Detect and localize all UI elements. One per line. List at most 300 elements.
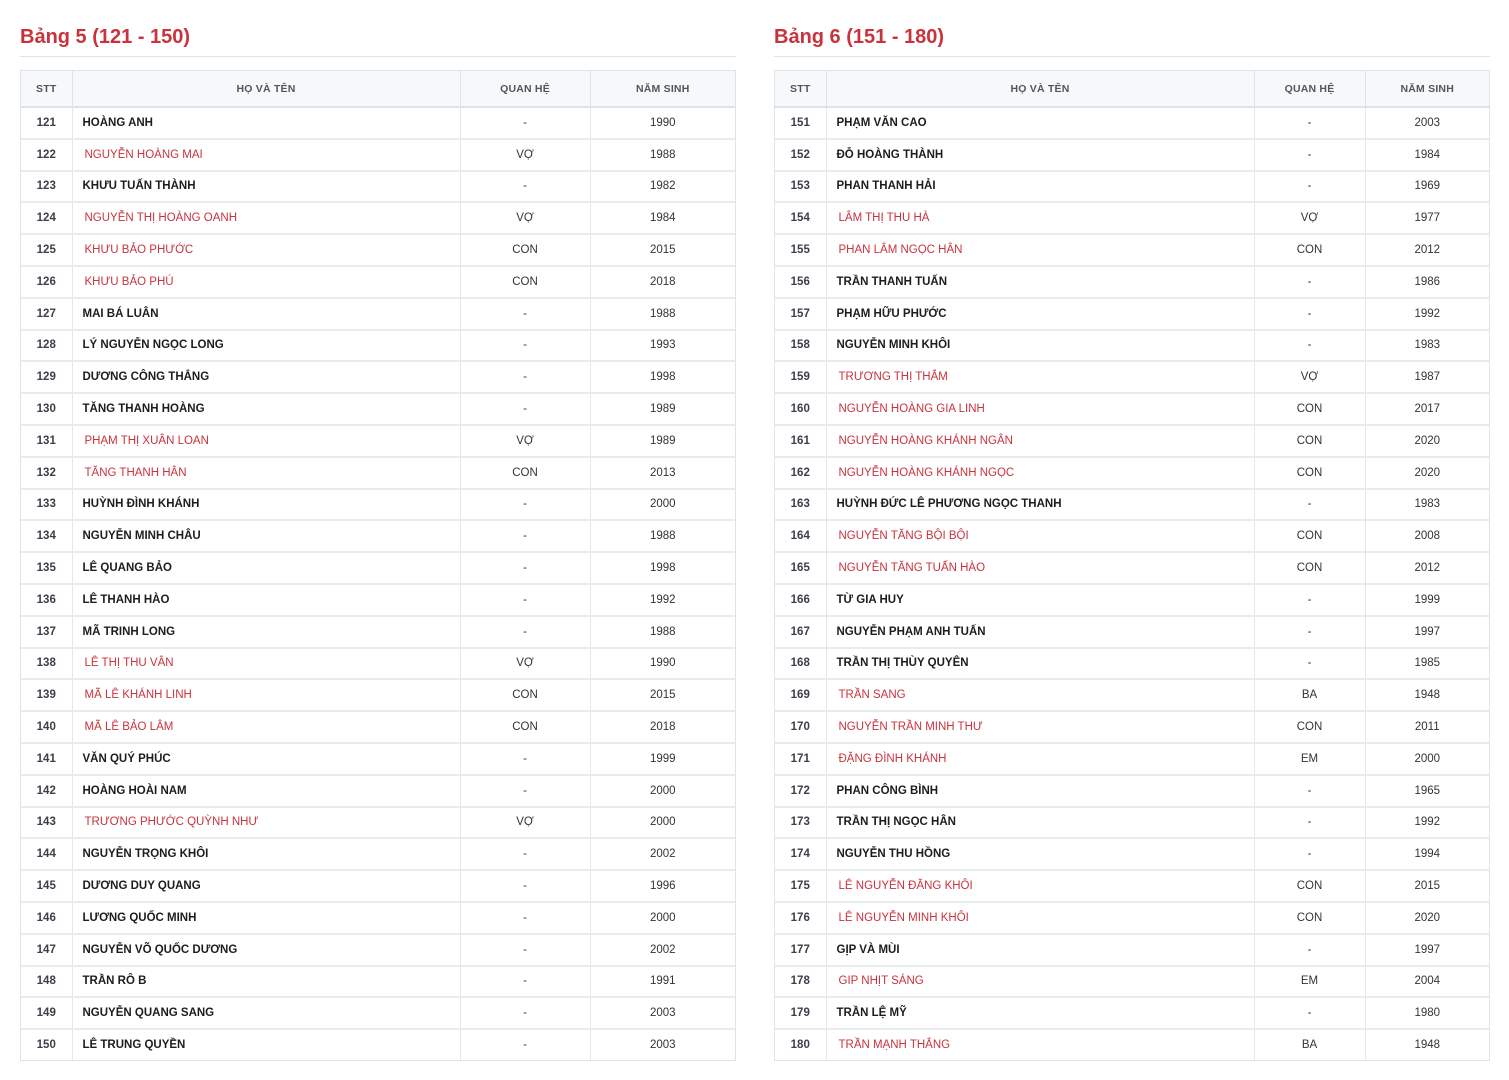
cell-stt: 153 bbox=[775, 171, 826, 203]
cell-relation: - bbox=[460, 361, 590, 393]
cell-name: TRẦN THỊ THÙY QUYÊN bbox=[826, 648, 1254, 680]
cell-stt: 180 bbox=[775, 1029, 826, 1060]
cell-relation: - bbox=[1254, 648, 1365, 680]
cell-year: 1988 bbox=[590, 298, 735, 330]
cell-name: PHAN LÂM NGỌC HÂN bbox=[826, 234, 1254, 266]
cell-stt: 157 bbox=[775, 298, 826, 330]
table-row bbox=[21, 743, 735, 775]
cell-year: 2015 bbox=[1365, 870, 1489, 902]
cell-stt: 125 bbox=[21, 234, 72, 266]
column-header-name: HỌ VÀ TÊN bbox=[72, 71, 460, 107]
cell-stt: 166 bbox=[775, 584, 826, 616]
cell-year: 2003 bbox=[1365, 107, 1489, 139]
cell-relation: CON bbox=[460, 234, 590, 266]
table-row bbox=[21, 807, 735, 839]
cell-stt: 131 bbox=[21, 425, 72, 457]
cell-year: 2000 bbox=[1365, 743, 1489, 775]
cell-relation: BA bbox=[1254, 679, 1365, 711]
cell-relation: VỢ bbox=[460, 807, 590, 839]
cell-name: LÊ TRUNG QUYỀN bbox=[72, 1029, 460, 1060]
cell-year: 1983 bbox=[1365, 489, 1489, 521]
table-row bbox=[775, 807, 1489, 839]
table-row bbox=[21, 870, 735, 902]
cell-year: 1988 bbox=[590, 139, 735, 171]
table-row bbox=[21, 616, 735, 648]
cell-relation: - bbox=[460, 743, 590, 775]
cell-stt: 122 bbox=[21, 139, 72, 171]
cell-relation: - bbox=[460, 489, 590, 521]
cell-relation: VỢ bbox=[460, 425, 590, 457]
table-row bbox=[21, 107, 735, 139]
cell-relation: CON bbox=[460, 679, 590, 711]
cell-year: 2020 bbox=[1365, 457, 1489, 489]
cell-year: 1988 bbox=[590, 520, 735, 552]
cell-relation: - bbox=[1254, 171, 1365, 203]
cell-year: 1992 bbox=[1365, 298, 1489, 330]
cell-year: 1997 bbox=[1365, 616, 1489, 648]
cell-year: 1993 bbox=[590, 330, 735, 362]
cell-year: 2003 bbox=[649, 1039, 676, 1051]
table-title: Bảng 5 (121 - 150) bbox=[20, 18, 736, 57]
table-row bbox=[775, 743, 1489, 775]
cell-name: LÂM THỊ THU HÀ bbox=[826, 202, 1254, 234]
cell-relation: VỢ bbox=[460, 139, 590, 171]
cell-relation: CON bbox=[1254, 457, 1365, 489]
cell-stt: 130 bbox=[21, 393, 72, 425]
cell-name: GIP NHỊT SÁNG bbox=[826, 966, 1254, 998]
cell-year: 1999 bbox=[590, 743, 735, 775]
cell-stt: 127 bbox=[21, 298, 72, 330]
table-row bbox=[775, 489, 1489, 521]
cell-stt: 176 bbox=[775, 902, 826, 934]
cell-name: HOÀNG ANH bbox=[72, 107, 460, 139]
cell-year: 1983 bbox=[1365, 330, 1489, 362]
cell-relation: - bbox=[1254, 584, 1365, 616]
cell-name: ĐẶNG ĐÌNH KHÁNH bbox=[826, 743, 1254, 775]
cell-stt: 137 bbox=[21, 616, 72, 648]
cell-year: 1998 bbox=[590, 361, 735, 393]
cell-name: HUỲNH ĐÌNH KHÁNH bbox=[72, 489, 460, 521]
cell-year: 2020 bbox=[1365, 425, 1489, 457]
cell-relation: - bbox=[460, 870, 590, 902]
cell-relation: CON bbox=[1254, 425, 1365, 457]
cell-year: 1985 bbox=[1365, 648, 1489, 680]
cell-relation: - bbox=[1254, 489, 1365, 521]
table-row bbox=[21, 934, 735, 966]
table-row bbox=[775, 584, 1489, 616]
cell-year: 1969 bbox=[1365, 171, 1489, 203]
cell-relation: CON bbox=[1254, 902, 1365, 934]
cell-stt: 160 bbox=[775, 393, 826, 425]
header-row bbox=[775, 71, 1489, 107]
cell-year: 1977 bbox=[1365, 202, 1489, 234]
table-row bbox=[21, 234, 735, 266]
table-row bbox=[775, 648, 1489, 680]
cell-name: MAI BÁ LUÂN bbox=[72, 298, 460, 330]
cell-name: VĂN QUÝ PHÚC bbox=[72, 743, 460, 775]
cell-year: 1992 bbox=[1365, 807, 1489, 839]
cell-year: 1984 bbox=[590, 202, 735, 234]
cell-relation: - bbox=[460, 902, 590, 934]
cell-name: LÊ NGUYỄN MINH KHÔI bbox=[826, 902, 1254, 934]
column-header-year: NĂM SINH bbox=[1365, 71, 1489, 107]
table-row bbox=[21, 520, 735, 552]
cell-year: 1996 bbox=[590, 870, 735, 902]
table-row bbox=[21, 330, 735, 362]
cell-stt: 141 bbox=[21, 743, 72, 775]
table-row bbox=[21, 489, 735, 521]
cell-stt: 159 bbox=[775, 361, 826, 393]
cell-relation: - bbox=[460, 997, 590, 1029]
table-row bbox=[775, 393, 1489, 425]
table-row bbox=[775, 361, 1489, 393]
cell-year: 1948 bbox=[1365, 679, 1489, 711]
cell-stt: 162 bbox=[775, 457, 826, 489]
cell-name: TRẦN LỆ MỸ bbox=[826, 997, 1254, 1029]
cell-relation: VỢ bbox=[460, 202, 590, 234]
cell-relation: CON bbox=[1254, 520, 1365, 552]
cell-name: PHẠM THỊ XUÂN LOAN bbox=[72, 425, 460, 457]
table-row bbox=[775, 520, 1489, 552]
cell-name: NGUYỄN HOÀNG MAI bbox=[72, 139, 460, 171]
cell-stt: 164 bbox=[775, 520, 826, 552]
cell-name: GỊP VÀ MÙI bbox=[826, 934, 1254, 966]
cell-relation: - bbox=[460, 520, 590, 552]
cell-year: 2018 bbox=[590, 266, 735, 298]
cell-relation: - bbox=[1254, 139, 1365, 171]
cell-year: 2012 bbox=[1365, 552, 1489, 584]
cell-name: KHƯU BẢO PHÚ bbox=[72, 266, 460, 298]
cell-name: PHẠM HỮU PHƯỚC bbox=[826, 298, 1254, 330]
cell-year: 2003 bbox=[590, 997, 735, 1029]
table-panel-6 bbox=[774, 18, 1490, 1061]
table-row bbox=[21, 139, 735, 171]
cell-year: 2015 bbox=[590, 679, 735, 711]
table-row bbox=[21, 266, 735, 298]
table-row bbox=[21, 584, 735, 616]
table-row bbox=[21, 393, 735, 425]
cell-stt: 179 bbox=[775, 997, 826, 1029]
cell-name: LƯƠNG QUỐC MINH bbox=[72, 902, 460, 934]
cell-year: 2012 bbox=[1365, 234, 1489, 266]
cell-relation: BA bbox=[1254, 1029, 1365, 1060]
cell-name: LÝ NGUYỄN NGỌC LONG bbox=[72, 330, 460, 362]
cell-year: 1989 bbox=[590, 393, 735, 425]
cell-stt: 148 bbox=[21, 966, 72, 998]
table-row bbox=[775, 298, 1489, 330]
cell-stt: 173 bbox=[775, 807, 826, 839]
table-row bbox=[21, 679, 735, 711]
cell-relation: - bbox=[460, 552, 590, 584]
cell-relation: EM bbox=[1254, 966, 1365, 998]
cell-stt: 167 bbox=[775, 616, 826, 648]
cell-relation: CON bbox=[1254, 393, 1365, 425]
cell-name: TRƯƠNG THỊ THẮM bbox=[826, 361, 1254, 393]
cell-relation: - bbox=[460, 838, 590, 870]
table-row bbox=[21, 775, 735, 807]
cell-year: 2020 bbox=[1365, 902, 1489, 934]
column-header-year: NĂM SINH bbox=[590, 71, 735, 107]
cell-name: LÊ THANH HÀO bbox=[72, 584, 460, 616]
cell-year: 2002 bbox=[590, 838, 735, 870]
cell-stt: 169 bbox=[775, 679, 826, 711]
cell-name: KHƯU TUẤN THÀNH bbox=[72, 171, 460, 203]
cell-name: DƯƠNG DUY QUANG bbox=[72, 870, 460, 902]
column-header-stt: STT bbox=[775, 71, 826, 107]
cell-stt: 123 bbox=[21, 171, 72, 203]
cell-year: 1982 bbox=[590, 171, 735, 203]
table-row bbox=[775, 616, 1489, 648]
cell-stt: 158 bbox=[775, 330, 826, 362]
cell-stt: 149 bbox=[21, 997, 72, 1029]
cell-year: 2013 bbox=[590, 457, 735, 489]
cell-name: PHAN CÔNG BÌNH bbox=[826, 775, 1254, 807]
cell-name: NGUYỄN PHẠM ANH TUẤN bbox=[826, 616, 1254, 648]
cell-stt: 155 bbox=[775, 234, 826, 266]
cell-year: 2000 bbox=[590, 775, 735, 807]
table-row bbox=[21, 966, 735, 998]
cell-name: PHAN THANH HẢI bbox=[826, 171, 1254, 203]
cell-year: 2000 bbox=[590, 902, 735, 934]
cell-relation: CON bbox=[460, 457, 590, 489]
cell-name: TRẦN THỊ NGỌC HÂN bbox=[826, 807, 1254, 839]
cell-stt: 171 bbox=[775, 743, 826, 775]
table-row bbox=[775, 234, 1489, 266]
cell-relation: - bbox=[1254, 107, 1365, 139]
table-row bbox=[775, 457, 1489, 489]
cell-name: NGUYỄN MINH CHÂU bbox=[72, 520, 460, 552]
cell-year: 1948 bbox=[1414, 1039, 1441, 1051]
cell-relation: - bbox=[1254, 934, 1365, 966]
cell-stt: 150 bbox=[21, 1029, 72, 1060]
cell-stt: 172 bbox=[775, 775, 826, 807]
table-row bbox=[775, 107, 1489, 139]
table-row bbox=[21, 425, 735, 457]
table-panel-5 bbox=[20, 18, 736, 1061]
table-row bbox=[21, 457, 735, 489]
cell-name: NGUYỄN HOÀNG KHÁNH NGỌC bbox=[826, 457, 1254, 489]
cell-year: 2002 bbox=[590, 934, 735, 966]
cell-relation: - bbox=[460, 1029, 590, 1060]
cell-relation: - bbox=[460, 107, 590, 139]
table-row bbox=[775, 711, 1489, 743]
cell-relation: - bbox=[1254, 330, 1365, 362]
table-row bbox=[21, 997, 735, 1029]
cell-relation: - bbox=[1254, 266, 1365, 298]
cell-stt: 129 bbox=[21, 361, 72, 393]
cell-year: 1998 bbox=[590, 552, 735, 584]
cell-relation: CON bbox=[460, 266, 590, 298]
cell-name: TRẦN THANH TUẤN bbox=[826, 266, 1254, 298]
cell-name: NGUYỄN THU HỒNG bbox=[826, 838, 1254, 870]
cell-year: 2000 bbox=[590, 807, 735, 839]
cell-name: TĂNG THANH HÂN bbox=[72, 457, 460, 489]
table-row bbox=[775, 997, 1489, 1029]
cell-year: 1965 bbox=[1365, 775, 1489, 807]
table-row bbox=[775, 934, 1489, 966]
cell-name: MÃ LÊ BẢO LÂM bbox=[72, 711, 460, 743]
cell-year: 2000 bbox=[590, 489, 735, 521]
cell-stt: 126 bbox=[21, 266, 72, 298]
cell-stt: 165 bbox=[775, 552, 826, 584]
cell-relation: VỢ bbox=[1254, 361, 1365, 393]
cell-name: NGUYỄN TRẦN MINH THƯ bbox=[826, 711, 1254, 743]
cell-stt: 163 bbox=[775, 489, 826, 521]
cell-relation: - bbox=[460, 616, 590, 648]
table-row bbox=[775, 425, 1489, 457]
table-body bbox=[775, 107, 1489, 1060]
cell-year: 2008 bbox=[1365, 520, 1489, 552]
table-row bbox=[775, 330, 1489, 362]
cell-name: KHƯU BẢO PHƯỚC bbox=[72, 234, 460, 266]
table-row bbox=[21, 902, 735, 934]
cell-stt: 156 bbox=[775, 266, 826, 298]
cell-relation: - bbox=[460, 966, 590, 998]
cell-name: NGUYỄN THỊ HOÀNG OANH bbox=[72, 202, 460, 234]
table-row bbox=[21, 552, 735, 584]
cell-year: 1990 bbox=[590, 648, 735, 680]
cell-relation: - bbox=[1254, 807, 1365, 839]
cell-stt: 161 bbox=[775, 425, 826, 457]
table-row bbox=[21, 171, 735, 203]
member-table bbox=[775, 71, 1489, 1060]
table-row bbox=[775, 552, 1489, 584]
cell-stt: 170 bbox=[775, 711, 826, 743]
table-title: Bảng 6 (151 - 180) bbox=[774, 18, 1490, 57]
cell-year: 1997 bbox=[1365, 934, 1489, 966]
cell-relation: - bbox=[460, 393, 590, 425]
cell-name: PHẠM VĂN CAO bbox=[826, 107, 1254, 139]
table-row bbox=[775, 775, 1489, 807]
cell-name: TRẦN SANG bbox=[826, 679, 1254, 711]
table-row bbox=[21, 298, 735, 330]
cell-stt: 174 bbox=[775, 838, 826, 870]
table-row bbox=[21, 711, 735, 743]
cell-year: 2017 bbox=[1365, 393, 1489, 425]
cell-name: LÊ QUANG BẢO bbox=[72, 552, 460, 584]
cell-relation: CON bbox=[460, 711, 590, 743]
cell-relation: - bbox=[460, 298, 590, 330]
table-row bbox=[775, 679, 1489, 711]
cell-year: 1988 bbox=[590, 616, 735, 648]
cell-relation: - bbox=[1254, 838, 1365, 870]
table-row bbox=[775, 171, 1489, 203]
table-container bbox=[774, 70, 1490, 1061]
header-row bbox=[21, 71, 735, 107]
cell-year: 1999 bbox=[1365, 584, 1489, 616]
cell-stt: 128 bbox=[21, 330, 72, 362]
table-row bbox=[775, 870, 1489, 902]
cell-name: MÃ LÊ KHÁNH LINH bbox=[72, 679, 460, 711]
cell-name: NGUYỄN VÕ QUỐC DƯƠNG bbox=[72, 934, 460, 966]
cell-year: 1984 bbox=[1365, 139, 1489, 171]
cell-name: TRẦN RÔ B bbox=[72, 966, 460, 998]
cell-stt: 154 bbox=[775, 202, 826, 234]
cell-name: LÊ THỊ THU VÂN bbox=[72, 648, 460, 680]
cell-name: NGUYỄN HOÀNG KHÁNH NGÂN bbox=[826, 425, 1254, 457]
cell-relation: EM bbox=[1254, 743, 1365, 775]
cell-stt: 147 bbox=[21, 934, 72, 966]
table-row bbox=[775, 202, 1489, 234]
column-header-name: HỌ VÀ TÊN bbox=[826, 71, 1254, 107]
table-row bbox=[21, 361, 735, 393]
cell-year: 2004 bbox=[1365, 966, 1489, 998]
table-row bbox=[21, 1029, 735, 1060]
cell-stt: 151 bbox=[775, 107, 826, 139]
cell-name: NGUYỄN QUANG SANG bbox=[72, 997, 460, 1029]
cell-stt: 177 bbox=[775, 934, 826, 966]
table-row bbox=[21, 202, 735, 234]
cell-name: ĐỖ HOÀNG THÀNH bbox=[826, 139, 1254, 171]
cell-relation: - bbox=[1254, 616, 1365, 648]
cell-name: NGUYỄN HOÀNG GIA LINH bbox=[826, 393, 1254, 425]
member-table bbox=[21, 71, 735, 1060]
cell-stt: 143 bbox=[21, 807, 72, 839]
table-row bbox=[775, 139, 1489, 171]
cell-name: HOÀNG HOÀI NAM bbox=[72, 775, 460, 807]
cell-stt: 168 bbox=[775, 648, 826, 680]
cell-name: LÊ NGUYỄN ĐĂNG KHÔI bbox=[826, 870, 1254, 902]
cell-stt: 135 bbox=[21, 552, 72, 584]
cell-relation: CON bbox=[1254, 870, 1365, 902]
table-body bbox=[21, 107, 735, 1060]
cell-year: 1991 bbox=[590, 966, 735, 998]
cell-relation: - bbox=[1254, 775, 1365, 807]
cell-stt: 142 bbox=[21, 775, 72, 807]
cell-name: NGUYỄN MINH KHÔI bbox=[826, 330, 1254, 362]
table-row bbox=[21, 648, 735, 680]
cell-year: 1987 bbox=[1365, 361, 1489, 393]
cell-relation: - bbox=[460, 584, 590, 616]
cell-name: NGUYỄN TĂNG BỘI BỘI bbox=[826, 520, 1254, 552]
cell-stt: 144 bbox=[21, 838, 72, 870]
cell-stt: 138 bbox=[21, 648, 72, 680]
cell-relation: - bbox=[1254, 997, 1365, 1029]
column-header-stt: STT bbox=[21, 71, 72, 107]
cell-name: TỪ GIA HUY bbox=[826, 584, 1254, 616]
cell-relation: CON bbox=[1254, 234, 1365, 266]
cell-stt: 132 bbox=[21, 457, 72, 489]
cell-name: TĂNG THANH HOÀNG bbox=[72, 393, 460, 425]
cell-stt: 145 bbox=[21, 870, 72, 902]
cell-year: 1992 bbox=[590, 584, 735, 616]
cell-relation: - bbox=[460, 775, 590, 807]
table-row bbox=[775, 966, 1489, 998]
cell-name: NGUYỄN TRỌNG KHÔI bbox=[72, 838, 460, 870]
cell-name: TRƯƠNG PHƯỚC QUỲNH NHƯ bbox=[72, 807, 460, 839]
cell-stt: 124 bbox=[21, 202, 72, 234]
cell-stt: 133 bbox=[21, 489, 72, 521]
cell-stt: 152 bbox=[775, 139, 826, 171]
table-row bbox=[21, 838, 735, 870]
cell-stt: 140 bbox=[21, 711, 72, 743]
cell-relation: VỢ bbox=[1254, 202, 1365, 234]
cell-relation: - bbox=[460, 330, 590, 362]
column-header-relation: QUAN HỆ bbox=[460, 71, 590, 107]
cell-name: TRẦN MẠNH THẮNG bbox=[826, 1029, 1254, 1060]
cell-stt: 121 bbox=[21, 107, 72, 139]
cell-year: 1986 bbox=[1365, 266, 1489, 298]
cell-year: 2015 bbox=[590, 234, 735, 266]
cell-year: 1980 bbox=[1365, 997, 1489, 1029]
cell-stt: 175 bbox=[775, 870, 826, 902]
cell-relation: - bbox=[460, 934, 590, 966]
cell-stt: 139 bbox=[21, 679, 72, 711]
cell-relation: - bbox=[460, 171, 590, 203]
column-header-relation: QUAN HỆ bbox=[1254, 71, 1365, 107]
table-row bbox=[775, 902, 1489, 934]
cell-relation: - bbox=[1254, 298, 1365, 330]
